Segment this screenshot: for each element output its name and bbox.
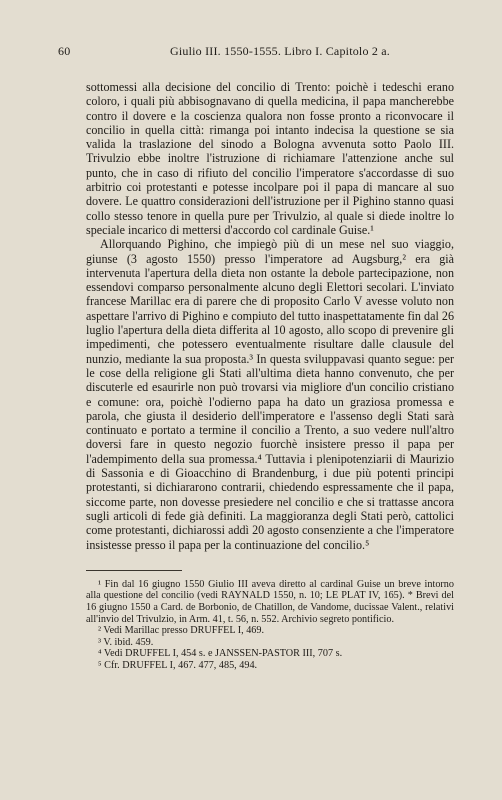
footnote-divider <box>86 570 182 571</box>
footnote: ¹ Fin dal 16 giugno 1550 Giulio III aveva diretto al cardinal Guise un breve intorno alla questione del concilio (vedi RAYNALD 1550, n. 10; LE PLAT IV, 165). * Brevi del 16 giugno 1550 a Card. de Borbonio, de Chatillon, de Vandome, ducissae Valent., relativi all'invio del Trivulzio, in Arm. 41, t. 56, n. 552. Archivio segreto pontificio. <box>86 578 454 625</box>
main-text <box>86 80 454 552</box>
running-title: Giulio III. 1550-1555. Libro I. Capitolo 2 a. <box>170 44 390 58</box>
footnote: ⁴ Vedi DRUFFEL I, 454 s. e JANSSEN-PASTOR III, 707 s. <box>98 648 343 660</box>
page-number: 60 <box>58 44 71 58</box>
footnote: ² Vedi Marillac presso DRUFFEL I, 469. <box>98 625 265 637</box>
page-header <box>58 44 454 66</box>
footnote: ³ V. ibid. 459. <box>98 636 154 648</box>
footnotes <box>86 579 454 672</box>
paragraph: sottomessi alla decisione del concilio di Trento: poichè i tedeschi erano coloro, i quali più abbisognavano di quella medicina, il papa mancherebbe contro il dovere e la coscienza qualora non fosse pronto a riconvocare il concilio in quella città: rimanga poi intanto indecisa la questione se sia valida la traslazione del sinodo a Bologna avvenuta sotto Paolo III. Trivulzio ebbe inoltre l'istruzione di richiamare l'attenzione anche sul punto, che in caso di rifiuto del concilio l'imperatore s'accordasse di suo arbitrio coi protestanti e potesse incolpare poi il papa di mancare al suo dovere. Le quattro considerazioni dell'istruzione per il Pighino stanno quasi collo stesso tenore in quella pure per Trivulzio, al quale si diede inoltre lo speciale incarico di mettersi d'accordo col cardinale Guise.¹ <box>86 80 454 237</box>
paragraph: Allorquando Pighino, che impiegò più di un mese nel suo viaggio, giunse (3 agosto 1550) presso l'imperatore ad Augsburg,² era già intervenuta l'apertura della dieta non ostante la debole partecipazione, non essendovi comparso personalmente alcuno degli Elettori secolari. L'inviato francese Marillac era di parere che di proposito Carlo V avesse voluto non aspettare l'arrivo di Pighino e compiuto del tutto inaspettatamente fin dal 26 luglio l'apertura della dieta differita al 10 agosto, allo scopo di prevenire gli impedimenti, che potessero eventualmente risultare dalle clausule del nunzio, mediante la sua proposta.³ In questa sviluppavasi quanto segue: per le cose della religione gli Stati all'ultima dieta hanno convenuto, che per discuterle ed esaurirle non può trovarsi via migliore d'un concilio cristiano e comune: ora, poichè l'odierno papa ha dato un graziosa promessa e parola, che giusta il desiderio dell'imperatore e l'assenso degli Stati sarà continuato e portato a termine il concilio a Trento, a suo vedere null'altro doversi fare in questo negozio fuorchè insistere presso il papa per l'adempimento della sua promessa.⁴ Tuttavia i plenipotenziarii di Maurizio di Sassonia e di Gioacchino di Brandenburg, i due più potenti principi protestanti, si dichiararono contrarii, chiedendo espressamente che il papa, siccome parte, non dovesse presiedere nel concilio e che si trattasse ancora sugli articoli di fede già definiti. La maggioranza degli Stati però, cattolici come protestanti, dichiarossi addì 20 agosto consenziente a che l'imperatore insistesse presso il papa per la continuazione del concilio.⁵ <box>86 237 454 552</box>
footnote: ⁵ Cfr. DRUFFEL I, 467. 477, 485, 494. <box>98 659 258 671</box>
